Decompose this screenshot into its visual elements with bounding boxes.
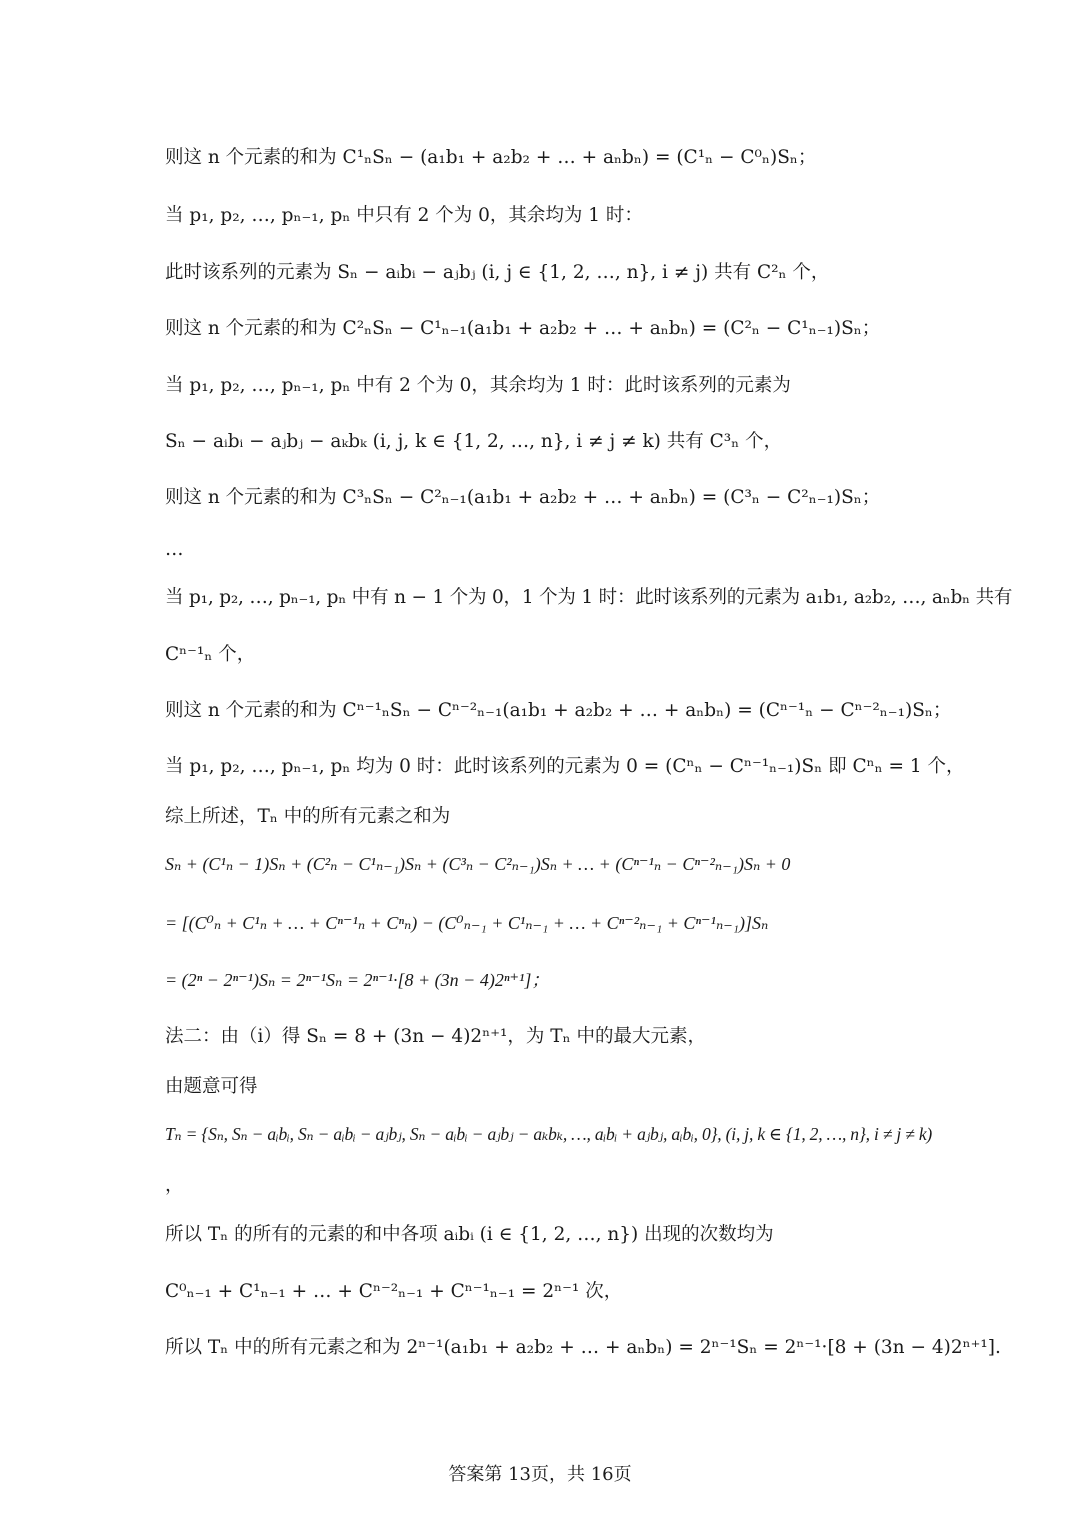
text-line: 当 p₁, p₂, …, pₙ₋₁, pₙ 中有 2 个为 0，其余均为 1 时：此时该系列的元素为 (165, 375, 791, 396)
text-line: Sₙ − aᵢbᵢ − aⱼbⱼ − aₖbₖ (i, j, k ∈ {1, 2, …, n}, i ≠ j ≠ k) 共有 C³ₙ 个， (165, 431, 783, 452)
text-line: 所以 Tₙ 中的所有元素之和为 2ⁿ⁻¹(a₁b₁ + a₂b₂ + … + aₙbₙ) = 2ⁿ⁻¹Sₙ = 2ⁿ⁻¹·[8 + (3n − 4)2ⁿ⁺¹]. (165, 1337, 1001, 1358)
text-line: 综上所述，Tₙ 中的所有元素之和为 (165, 806, 451, 827)
text-line: 则这 n 个元素的和为 C¹ₙSₙ − (a₁b₁ + a₂b₂ + … + aₙbₙ) = (C¹ₙ − C⁰ₙ)Sₙ； (165, 147, 817, 168)
text-line: … (165, 539, 184, 560)
equation-line: Sₙ + (C¹ₙ − 1)Sₙ + (C²ₙ − C¹ₙ₋₁)Sₙ + (C³ₙ − C²ₙ₋₁)Sₙ + … + (Cⁿ⁻¹ₙ − Cⁿ⁻²ₙ₋₁)Sₙ + 0 (165, 854, 791, 874)
equation-line: = (2ⁿ − 2ⁿ⁻¹)Sₙ = 2ⁿ⁻¹Sₙ = 2ⁿ⁻¹·[8 + (3n − 4)2ⁿ⁺¹]； (165, 970, 550, 990)
text-line: C⁰ₙ₋₁ + C¹ₙ₋₁ + … + Cⁿ⁻²ₙ₋₁ + Cⁿ⁻¹ₙ₋₁ = 2ⁿ⁻¹ 次， (165, 1281, 623, 1302)
text-line: 法二：由（i）得 Sₙ = 8 + (3n − 4)2ⁿ⁺¹，为 Tₙ 中的最大元素， (165, 1026, 706, 1047)
page-footer: 答案第 13页，共 16页 (448, 1464, 632, 1485)
text-line: 则这 n 个元素的和为 Cⁿ⁻¹ₙSₙ − Cⁿ⁻²ₙ₋₁(a₁b₁ + a₂b₂ + … + aₙbₙ) = (Cⁿ⁻¹ₙ − Cⁿ⁻²ₙ₋₁)Sₙ； (165, 700, 952, 721)
text-line: 当 p₁, p₂, …, pₙ₋₁, pₙ 中只有 2 个为 0，其余均为 1 时： (165, 205, 643, 226)
text-line: 此时该系列的元素为 Sₙ − aᵢbᵢ − aⱼbⱼ (i, j ∈ {1, 2, …, n}, i ≠ j) 共有 C²ₙ 个， (165, 262, 830, 283)
text-line: ， (165, 1175, 184, 1196)
text-line: 则这 n 个元素的和为 C²ₙSₙ − C¹ₙ₋₁(a₁b₁ + a₂b₂ + … + aₙbₙ) = (C²ₙ − C¹ₙ₋₁)Sₙ； (165, 318, 881, 339)
text-line: 当 p₁, p₂, …, pₙ₋₁, pₙ 中有 n − 1 个为 0，1 个为 1 时：此时该系列的元素为 a₁b₁, a₂b₂, …, aₙbₙ 共有 (165, 587, 1013, 608)
text-line: 当 p₁, p₂, …, pₙ₋₁, pₙ 均为 0 时：此时该系列的元素为 0 = (Cⁿₙ − Cⁿ⁻¹ₙ₋₁)Sₙ 即 Cⁿₙ = 1 个， (165, 756, 965, 777)
equation-line: = [(C⁰ₙ + C¹ₙ + … + Cⁿ⁻¹ₙ + Cⁿₙ) − (C⁰ₙ₋₁ + C¹ₙ₋₁ + … + Cⁿ⁻²ₙ₋₁ + Cⁿ⁻¹ₙ₋₁)]Sₙ (165, 913, 769, 933)
text-line: 由题意可得 (165, 1076, 258, 1097)
text-line: Cⁿ⁻¹ₙ 个， (165, 644, 256, 665)
text-line: 所以 Tₙ 的所有的元素的和中各项 aᵢbᵢ (i ∈ {1, 2, …, n}) 出现的次数均为 (165, 1224, 774, 1245)
equation-line: Tₙ = {Sₙ, Sₙ − aᵢbᵢ, Sₙ − aᵢbᵢ − aⱼbⱼ, Sₙ − aᵢbᵢ − aⱼbⱼ − aₖbₖ, …, aᵢbᵢ + aⱼbⱼ, aᵢbᵢ, 0}, (i, j, k ∈ {1, 2, …, n}, i ≠ j ≠ k) (165, 1124, 933, 1144)
text-line: 则这 n 个元素的和为 C³ₙSₙ − C²ₙ₋₁(a₁b₁ + a₂b₂ + … + aₙbₙ) = (C³ₙ − C²ₙ₋₁)Sₙ； (165, 487, 881, 508)
